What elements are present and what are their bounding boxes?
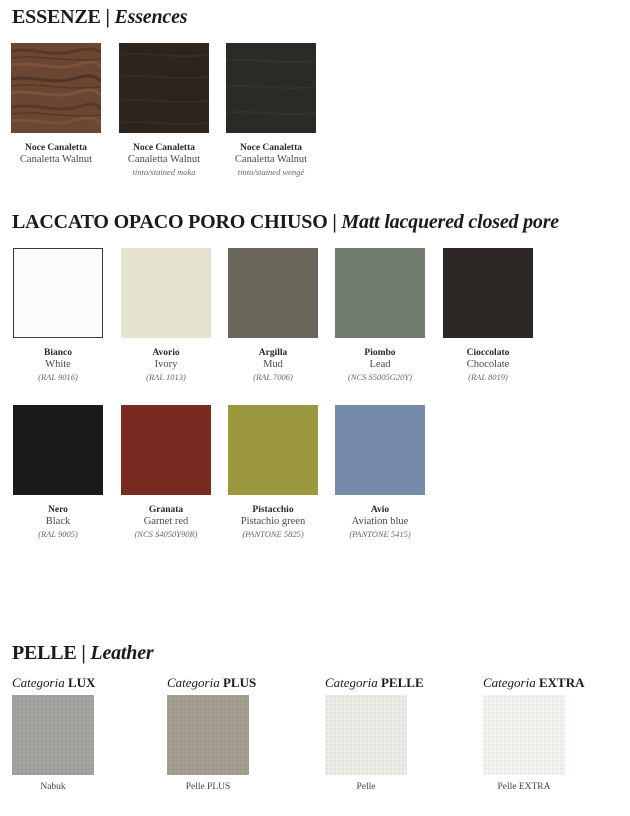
- lacquer-caption-argilla: [218, 347, 328, 383]
- wood-name-it: Noce Canaletta: [25, 143, 87, 153]
- leather-category-lux: [12, 675, 95, 691]
- lacquer-name-it: Bianco: [44, 348, 72, 358]
- lacquer-caption-pistacchio: [218, 504, 328, 540]
- wood-grain-texture: [119, 43, 209, 133]
- lacquer-ref: (RAL 9016): [38, 372, 78, 382]
- essenze-title-main: ESSENZE: [12, 6, 101, 28]
- lacquer-name-en: Black: [45, 516, 71, 527]
- lacquer-swatch-piombo: [335, 248, 425, 338]
- lacquer-caption-bianco: [3, 347, 113, 383]
- lacquer-caption-avorio: [111, 347, 221, 383]
- wood-name-en: Canaletta Walnut: [127, 154, 201, 165]
- essenze-title-sep: |: [105, 6, 110, 28]
- lacquer-name-en: Lead: [369, 359, 391, 370]
- lacquer-name-en: Mud: [263, 359, 283, 370]
- essenze-title-italic: Essences: [114, 6, 188, 28]
- lacquer-caption-granata: [111, 504, 221, 540]
- lacquer-ref: (RAL 1013): [146, 372, 186, 382]
- category-name: LUX: [67, 675, 96, 690]
- lacquer-ref: (RAL 9005): [38, 529, 78, 539]
- pelle-title-main: PELLE: [12, 642, 77, 664]
- leather-category-plus: [167, 675, 256, 691]
- lacquer-swatch-nero: [13, 405, 103, 495]
- category-name: EXTRA: [538, 675, 585, 690]
- leather-swatch-pelle-plus: [167, 695, 249, 775]
- pelle-title: [12, 642, 153, 665]
- lacquer-caption-avio: [325, 504, 435, 540]
- wood-swatch-stained-wenge: [226, 43, 316, 133]
- leather-label-pelle-plus: Pelle PLUS: [185, 782, 231, 792]
- wood-finish: tinto/stained wengé: [237, 167, 305, 177]
- leather-swatch-nabuk: [12, 695, 94, 775]
- lacquer-name-it: Pistacchio: [252, 505, 294, 515]
- leather-swatch-pelle-extra: [483, 695, 565, 775]
- lacquer-name-en: White: [45, 359, 71, 370]
- lacquer-ref: (RAL 8019): [468, 372, 508, 382]
- category-word: Categoria: [167, 675, 220, 690]
- category-name: PELLE: [380, 675, 424, 690]
- laccato-title: [12, 211, 559, 234]
- lacquer-caption-nero: [3, 504, 113, 540]
- lacquer-ref: (PANTONE 5415): [349, 529, 411, 539]
- laccato-title-sep: |: [332, 211, 337, 233]
- lacquer-name-it: Piombo: [364, 348, 396, 358]
- leather-label-pelle: Pelle: [356, 782, 376, 792]
- lacquer-ref: (NCS S5005G20Y): [348, 372, 412, 382]
- lacquer-name-it: Granata: [148, 505, 184, 515]
- category-word: Categoria: [483, 675, 536, 690]
- leather-category-extra: [483, 675, 585, 691]
- category-name: PLUS: [222, 675, 257, 690]
- leather-label-pelle-extra: Pelle EXTRA: [497, 782, 551, 792]
- lacquer-ref: (RAL 7006): [253, 372, 293, 382]
- wood-caption-canaletta-walnut: [1, 142, 111, 166]
- essenze-title: [12, 6, 187, 29]
- lacquer-swatch-argilla: [228, 248, 318, 338]
- lacquer-name-it: Nero: [48, 505, 68, 515]
- lacquer-caption-piombo: [325, 347, 435, 383]
- wood-name-it: Noce Canaletta: [133, 143, 195, 153]
- wood-caption-stained-wenge: [216, 142, 326, 178]
- lacquer-name-it: Cioccolato: [466, 348, 510, 358]
- wood-name-en: Canaletta Walnut: [234, 154, 308, 165]
- wood-swatch-canaletta-walnut: [11, 43, 101, 133]
- wood-caption-stained-moka: [109, 142, 219, 178]
- leather-swatch-pelle: [325, 695, 407, 775]
- lacquer-swatch-granata: [121, 405, 211, 495]
- lacquer-swatch-cioccolato: [443, 248, 533, 338]
- wood-swatch-stained-moka: [119, 43, 209, 133]
- wood-grain-texture: [11, 43, 101, 133]
- wood-grain-texture: [226, 43, 316, 133]
- lacquer-name-it: Avorio: [152, 348, 180, 358]
- lacquer-name-en: Aviation blue: [351, 516, 409, 527]
- category-word: Categoria: [325, 675, 378, 690]
- laccato-title-italic: Matt lacquered closed pore: [341, 211, 559, 233]
- lacquer-name-it: Argilla: [258, 348, 288, 358]
- lacquer-ref: (PANTONE 5825): [242, 529, 304, 539]
- lacquer-swatch-bianco: [13, 248, 103, 338]
- wood-name-it: Noce Canaletta: [240, 143, 302, 153]
- lacquer-swatch-avorio: [121, 248, 211, 338]
- pelle-title-italic: Leather: [90, 642, 154, 664]
- lacquer-swatch-pistacchio: [228, 405, 318, 495]
- lacquer-ref: (NCS S4050Y90R): [134, 529, 198, 539]
- laccato-title-main: LACCATO OPACO PORO CHIUSO: [12, 211, 328, 233]
- lacquer-name-en: Garnet red: [143, 516, 189, 527]
- lacquer-name-it: Avio: [370, 505, 390, 515]
- wood-name-en: Canaletta Walnut: [19, 154, 93, 165]
- leather-label-nabuk: Nabuk: [40, 782, 66, 792]
- lacquer-name-en: Pistachio green: [240, 516, 306, 527]
- pelle-title-sep: |: [81, 642, 86, 664]
- lacquer-caption-cioccolato: [433, 347, 543, 383]
- wood-finish: tinto/stained moka: [132, 167, 196, 177]
- lacquer-name-en: Ivory: [154, 359, 178, 370]
- category-word: Categoria: [12, 675, 65, 690]
- leather-category-pelle: [325, 675, 424, 691]
- lacquer-name-en: Chocolate: [466, 359, 510, 370]
- lacquer-swatch-avio: [335, 405, 425, 495]
